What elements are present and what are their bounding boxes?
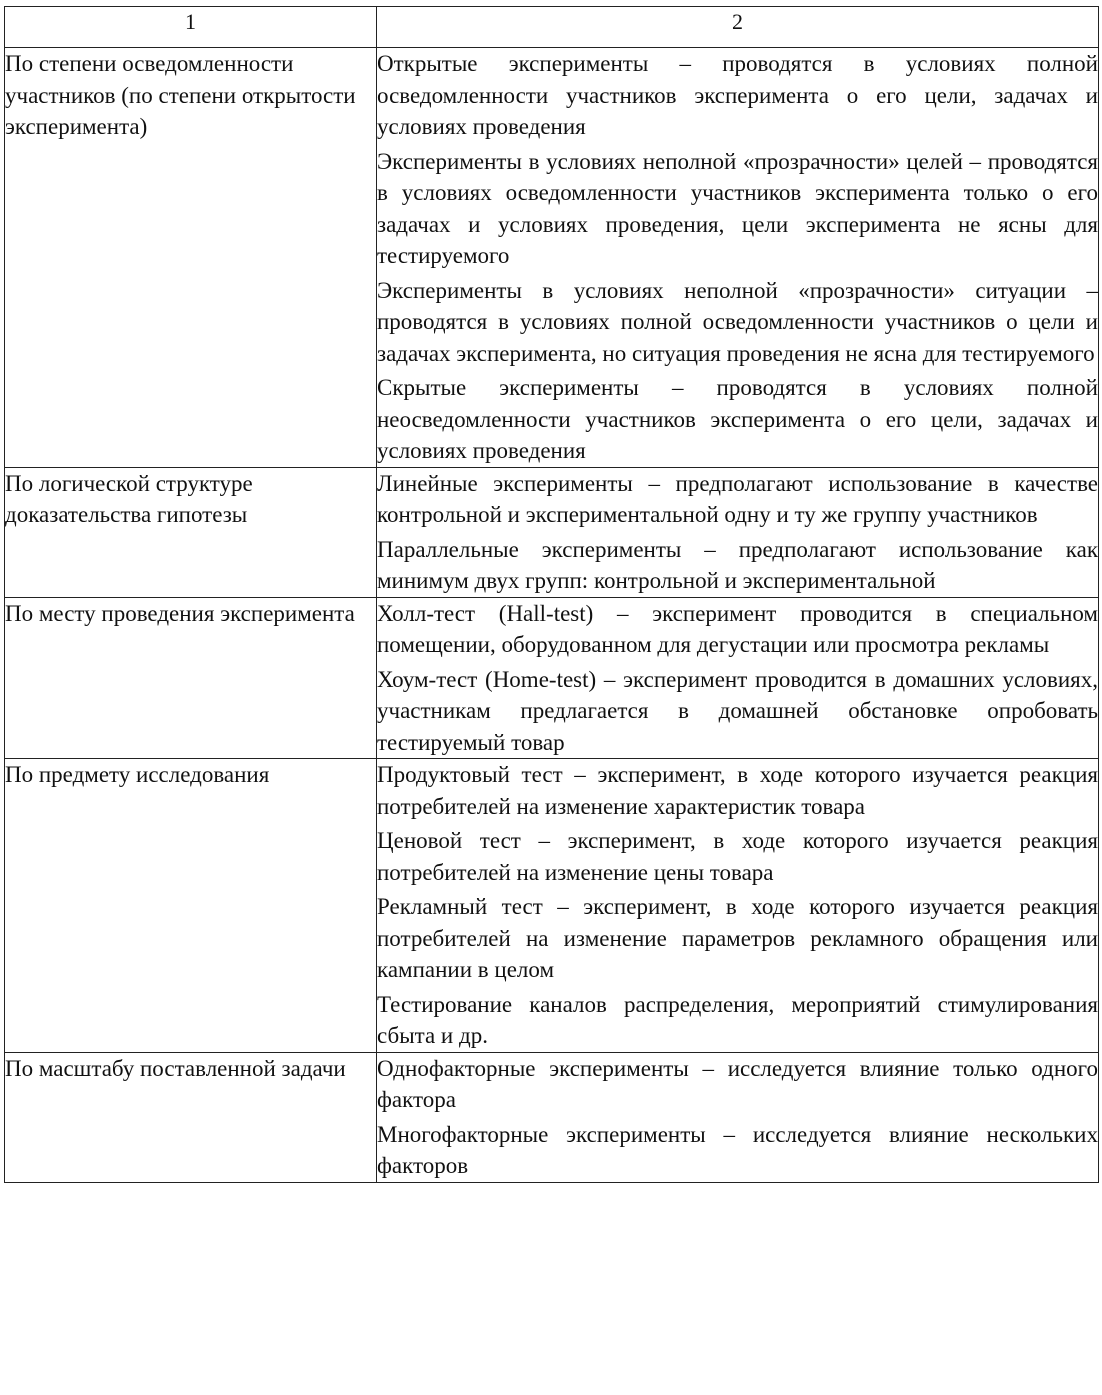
criterion-cell: По степени осведомленности участников (по степени открытости эксперимента) bbox=[5, 48, 377, 468]
experiment-type-entry: Скрытые эксперименты – проводятся в условиях полной неосведомленности участников эксперимента о его цели, задачах и условиях проведения bbox=[377, 375, 1098, 463]
experiment-type-entry: Эксперименты в условиях неполной «прозрачности» ситуации – проводятся в условиях полной осведомленности участников о цели и задачах эксперимента, но ситуация проведения не ясна для тестируемого bbox=[377, 277, 1098, 366]
table-row bbox=[5, 759, 1099, 1053]
experiment-type-entry: Холл-тест (Hall-test) – эксперимент проводится в специальном помещении, оборудованном для дегустации или просмотра рекламы bbox=[377, 600, 1098, 657]
description-cell bbox=[377, 467, 1099, 597]
column-header-1: 1 bbox=[5, 7, 377, 48]
table-row bbox=[5, 48, 1099, 468]
experiment-type-entry: Ценовой тест – эксперимент, в ходе которого изучается реакция потребителей на изменение цены товара bbox=[377, 828, 1098, 885]
criterion-cell: По месту проведения эксперимента bbox=[5, 597, 377, 759]
experiment-type-entry: Однофакторные эксперименты – исследуется влияние только одного фактора bbox=[377, 1055, 1098, 1112]
experiment-type-entry: Продуктовый тест – эксперимент, в ходе которого изучается реакция потребителей на изменение характеристик товара bbox=[377, 762, 1098, 819]
column-header-2: 2 bbox=[377, 7, 1099, 48]
criterion-cell: По предмету исследования bbox=[5, 759, 377, 1053]
experiment-type-entry: Хоум-тест (Home-test) – эксперимент проводится в домашних условиях, участникам предлагается в домашней обстановке опробовать тестируемый товар bbox=[377, 666, 1098, 755]
description-cell bbox=[377, 48, 1099, 468]
criterion-cell: По масштабу поставленной задачи bbox=[5, 1052, 377, 1182]
description-cell bbox=[377, 597, 1099, 759]
classification-table bbox=[4, 6, 1099, 1183]
experiment-type-entry: Линейные эксперименты – предполагают использование в качестве контрольной и экспериментальной одну и ту же группу участников bbox=[377, 470, 1098, 527]
description-cell bbox=[377, 759, 1099, 1053]
table-row bbox=[5, 467, 1099, 597]
criterion-cell: По логической структуре доказательства гипотезы bbox=[5, 467, 377, 597]
table-row bbox=[5, 597, 1099, 759]
table-row bbox=[5, 1052, 1099, 1182]
header-row bbox=[5, 7, 1099, 48]
experiment-type-entry: Эксперименты в условиях неполной «прозрачности» целей – проводятся в условиях осведомленности участников эксперимента только о его задачах и условиях проведения, цели эксперимента не ясны для тестируемого bbox=[377, 148, 1098, 268]
experiment-type-entry: Тестирование каналов распределения, мероприятий стимулирования сбыта и др. bbox=[377, 991, 1098, 1048]
description-cell bbox=[377, 1052, 1099, 1182]
experiment-type-entry: Открытые эксперименты – проводятся в условиях полной осведомленности участников эксперимента о его цели, задачах и условиях проведения bbox=[377, 51, 1098, 139]
experiment-type-entry: Рекламный тест – эксперимент, в ходе которого изучается реакция потребителей на изменение параметров рекламного обращения или кампании в целом bbox=[377, 894, 1098, 982]
experiment-type-entry: Параллельные эксперименты – предполагают использование как минимум двух групп: контрольной и экспериментальной bbox=[377, 536, 1098, 593]
experiment-type-entry: Многофакторные эксперименты – исследуется влияние нескольких факторов bbox=[377, 1121, 1098, 1178]
